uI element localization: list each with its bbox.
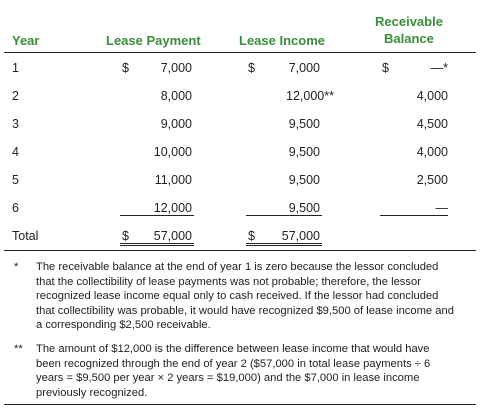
total-double-rule-lease-income-1 <box>246 243 322 244</box>
subtotal-rule-receivable <box>380 215 448 216</box>
year-cell: 4 <box>12 145 19 159</box>
year-cell: 5 <box>12 173 19 187</box>
lease-income-cell: 9,500 <box>288 145 320 159</box>
total-double-rule-lease-payment-1 <box>120 243 194 244</box>
footnotes-bottom-rule <box>4 404 476 405</box>
lease-income-cell: 9,500 <box>288 201 320 215</box>
total-label: Total <box>12 229 39 243</box>
total-double-rule-lease-income-2 <box>246 245 322 246</box>
receivable-cell: —* <box>430 61 448 75</box>
year-cell: 1 <box>12 61 19 75</box>
footnote-text: The receivable balance at the end of year 1 is zero because the lessor concluded that the collectibility of lease payments was not probable; therefore, the lessor recognized lease income equal only to cash received. If the lessor had concluded that collectibility was probable, it would have recognized $9,500 of lease income and a corresponding $2,500 receivable. <box>36 261 454 332</box>
header-rule <box>4 52 476 53</box>
lease-payment-cell: 7,000 <box>160 61 192 75</box>
lease-payment-cell: 11,000 <box>154 173 192 187</box>
lease-payment-cell: 8,000 <box>160 89 192 103</box>
column-header-year: Year <box>12 33 40 48</box>
currency-symbol: $ <box>122 229 129 243</box>
lease-income-cell: 7,000 <box>288 61 320 75</box>
column-header-receivable-line2: Balance <box>384 31 434 46</box>
receivable-cell: 4,000 <box>416 89 448 103</box>
lease-payment-cell: 10,000 <box>153 145 192 159</box>
year-cell: 3 <box>12 117 19 131</box>
column-header-lease-income: Lease Income <box>239 33 325 48</box>
lease-payment-cell: 12,000 <box>153 201 192 215</box>
lease-payment-cell: 9,000 <box>160 117 192 131</box>
total-lease-payment: 57,000 <box>153 229 192 243</box>
year-cell: 2 <box>12 89 19 103</box>
currency-symbol: $ <box>248 61 255 75</box>
lease-income-cell: 9,500 <box>288 117 320 131</box>
subtotal-rule-lease-income <box>246 215 322 216</box>
year-cell: 6 <box>12 201 19 215</box>
lease-income-cell: 12,000** <box>286 89 334 103</box>
currency-symbol: $ <box>248 229 255 243</box>
footnote-text: The amount of $12,000 is the difference between lease income that would have been recognized through the end of year 2 ($57,000 in total lease payments ÷ 6 years = $9,500 per year × 2 years = $19,000) and the $7,000 in lease income previously recognized. <box>36 343 431 399</box>
receivable-cell: 2,500 <box>416 173 448 187</box>
footnote-marker: ** <box>14 343 23 355</box>
subtotal-rule-lease-payment <box>120 215 194 216</box>
currency-symbol: $ <box>122 61 129 75</box>
currency-symbol: $ <box>382 61 389 75</box>
footnote-marker: * <box>14 261 19 273</box>
receivable-cell: 4,500 <box>416 117 448 131</box>
lease-income-cell: 9,500 <box>288 173 320 187</box>
total-double-rule-lease-payment-2 <box>120 245 194 246</box>
total-lease-income: 57,000 <box>281 229 320 243</box>
column-header-receivable-line1: Receivable <box>375 14 443 29</box>
receivable-cell: 4,000 <box>416 145 448 159</box>
receivable-cell: — <box>435 201 448 215</box>
column-header-lease-payment: Lease Payment <box>106 33 201 48</box>
table-bottom-rule <box>4 250 476 251</box>
